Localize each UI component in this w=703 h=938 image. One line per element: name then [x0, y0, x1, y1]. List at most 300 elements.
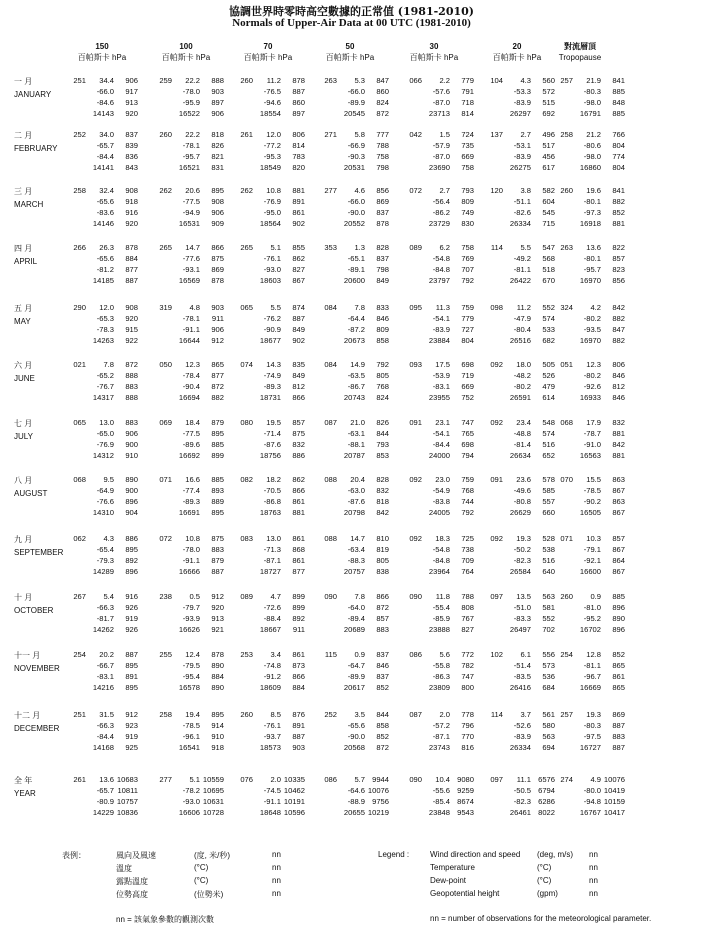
table-cell: 092 — [409, 534, 422, 543]
table-cell: 14289 — [92, 567, 114, 576]
table-cell: 860 — [376, 87, 389, 96]
table-cell: -95.2 — [583, 614, 601, 623]
table-cell: -81.1 — [583, 661, 601, 670]
table-cell: -90.3 — [347, 152, 365, 161]
table-cell: 14143 — [92, 109, 114, 118]
table-cell: 14312 — [92, 451, 114, 460]
table-cell: 516 — [542, 440, 555, 449]
table-cell: 692 — [542, 109, 555, 118]
table-cell: 852 — [612, 650, 625, 659]
table-cell: -80.9 — [96, 797, 114, 806]
table-cell: 16522 — [178, 109, 200, 118]
table-row — [0, 371, 703, 382]
table-cell: 836 — [125, 152, 138, 161]
table-cell: -85.4 — [432, 797, 450, 806]
table-cell: 774 — [612, 152, 625, 161]
table-cell: 557 — [542, 497, 555, 506]
table-cell: -80.3 — [583, 87, 601, 96]
table-row — [0, 393, 703, 404]
table-cell: 257 — [560, 76, 573, 85]
table-cell: 837 — [376, 650, 389, 659]
table-cell: 5.7 — [354, 775, 365, 784]
table-cell: -53.1 — [513, 141, 531, 150]
table-cell: 857 — [292, 418, 305, 427]
table-cell: 14168 — [92, 743, 114, 752]
table-cell: 853 — [376, 451, 389, 460]
table-cell: 888 — [125, 393, 138, 402]
table-cell: -70.5 — [263, 486, 281, 495]
table-cell: 16860 — [579, 163, 601, 172]
table-cell: 062 — [73, 534, 86, 543]
table-cell: 14.7 — [185, 243, 200, 252]
table-cell: 724 — [461, 130, 474, 139]
level-header — [62, 41, 142, 63]
table-cell: -86.2 — [432, 208, 450, 217]
table-cell: 536 — [542, 672, 555, 681]
table-cell: -80.2 — [583, 371, 601, 380]
table-cell: 22.2 — [185, 130, 200, 139]
table-cell: 563 — [542, 732, 555, 741]
level-value: 100 — [179, 42, 193, 51]
table-cell: 16791 — [579, 109, 601, 118]
table-cell: 518 — [542, 265, 555, 274]
table-row — [0, 661, 703, 672]
level-header — [146, 41, 226, 63]
level-unit: Tropopause — [558, 53, 602, 62]
table-cell: 861 — [292, 556, 305, 565]
table-cell: 260 — [560, 592, 573, 601]
month-name-english: AUGUST — [14, 489, 48, 498]
table-cell: 911 — [211, 314, 224, 323]
table-cell: 863 — [612, 497, 625, 506]
table-cell: 24005 — [428, 508, 450, 517]
table-cell: 908 — [125, 303, 138, 312]
table-cell: 920 — [211, 603, 224, 612]
table-cell: 738 — [461, 545, 474, 554]
table-cell: 867 — [612, 567, 625, 576]
table-cell: -84.8 — [432, 265, 450, 274]
table-cell: 882 — [612, 336, 625, 345]
table-cell: -82.3 — [513, 556, 531, 565]
month-name-english: DECEMBER — [14, 724, 60, 733]
table-cell: 881 — [612, 451, 625, 460]
table-cell: 879 — [211, 556, 224, 565]
table-cell: 877 — [211, 371, 224, 380]
table-cell: 12.3 — [586, 360, 601, 369]
table-cell: 878 — [292, 76, 305, 85]
table-cell: 20743 — [343, 393, 365, 402]
table-cell: 912 — [211, 592, 224, 601]
table-row — [0, 219, 703, 230]
table-cell: -82.6 — [513, 208, 531, 217]
table-cell: -81.7 — [96, 614, 114, 623]
table-cell: 911 — [292, 625, 305, 634]
table-cell: 866 — [376, 592, 389, 601]
table-cell: 572 — [542, 87, 555, 96]
table-cell: 3.5 — [354, 710, 365, 719]
table-cell: 872 — [376, 109, 389, 118]
table-row — [0, 786, 703, 797]
table-row — [0, 683, 703, 694]
table-cell: 896 — [612, 625, 625, 634]
table-cell: -81.1 — [513, 265, 531, 274]
table-cell: 869 — [376, 197, 389, 206]
table-cell: 18549 — [259, 163, 281, 172]
table-cell: 818 — [376, 497, 389, 506]
table-row — [0, 208, 703, 219]
table-cell: 10683 — [116, 775, 138, 784]
table-cell: 18554 — [259, 109, 281, 118]
table-cell: 20.4 — [350, 475, 365, 484]
table-cell: 547 — [542, 243, 555, 252]
table-cell: 4.8 — [189, 303, 200, 312]
table-cell: 263 — [560, 243, 573, 252]
table-row — [0, 497, 703, 508]
table-cell: 878 — [376, 219, 389, 228]
table-cell: -76.7 — [96, 382, 114, 391]
table-cell: 916 — [125, 592, 138, 601]
table-cell: 7.8 — [354, 303, 365, 312]
table-row — [0, 603, 703, 614]
table-row — [0, 614, 703, 625]
table-cell: -80.2 — [513, 382, 531, 391]
table-cell: 917 — [125, 87, 138, 96]
table-cell: -80.3 — [583, 721, 601, 730]
month-name-chinese: 六 月 — [14, 361, 33, 370]
table-cell: 051 — [560, 360, 573, 369]
table-cell: 568 — [542, 254, 555, 263]
table-cell: 7.8 — [103, 360, 114, 369]
table-cell: -48.8 — [513, 429, 531, 438]
table-cell: 578 — [542, 475, 555, 484]
table-cell: 095 — [409, 303, 422, 312]
table-cell: 20655 — [343, 808, 365, 817]
table-cell: 23797 — [428, 276, 450, 285]
table-cell: 881 — [612, 219, 625, 228]
table-cell: 869 — [612, 710, 625, 719]
table-cell: 19.5 — [266, 418, 281, 427]
table-cell: -83.8 — [432, 497, 450, 506]
table-row — [0, 141, 703, 152]
table-cell: 17.5 — [435, 360, 450, 369]
table-cell: 914 — [211, 721, 224, 730]
table-row — [0, 152, 703, 163]
table-cell: 872 — [211, 382, 224, 391]
table-cell: 809 — [376, 325, 389, 334]
table-cell: 793 — [376, 440, 389, 449]
table-cell: 14317 — [92, 393, 114, 402]
table-cell: 1.3 — [354, 243, 365, 252]
table-cell: 2.0 — [439, 710, 450, 719]
table-cell: 262 — [240, 186, 253, 195]
table-cell: -78.3 — [96, 325, 114, 334]
level-unit: 百帕斯卡 hPa — [77, 53, 127, 62]
table-cell: 097 — [490, 775, 503, 784]
table-cell: 19.4 — [185, 710, 200, 719]
table-cell: 887 — [211, 567, 224, 576]
table-cell: 16626 — [178, 625, 200, 634]
table-cell: 069 — [159, 418, 172, 427]
table-cell: 7.8 — [354, 592, 365, 601]
table-cell: 918 — [125, 197, 138, 206]
table-cell: 16600 — [579, 567, 601, 576]
table-cell: 798 — [376, 163, 389, 172]
table-cell: 16569 — [178, 276, 200, 285]
table-cell: 10159 — [603, 797, 625, 806]
table-cell: 777 — [376, 130, 389, 139]
table-cell: 068 — [73, 475, 86, 484]
table-cell: 14185 — [92, 276, 114, 285]
table-cell: -87.6 — [263, 440, 281, 449]
table-cell: 910 — [125, 451, 138, 460]
table-cell: 887 — [125, 276, 138, 285]
table-cell: 14216 — [92, 683, 114, 692]
table-cell: -92.1 — [583, 556, 601, 565]
table-cell: 16666 — [178, 567, 200, 576]
table-cell: 266 — [73, 243, 86, 252]
table-cell: 260 — [240, 76, 253, 85]
table-cell: 861 — [612, 672, 625, 681]
table-cell: 913 — [125, 98, 138, 107]
table-cell: -77.2 — [263, 141, 281, 150]
table-cell: 896 — [125, 567, 138, 576]
table-cell: 18564 — [259, 219, 281, 228]
table-cell: 26334 — [509, 219, 531, 228]
table-cell: 822 — [612, 243, 625, 252]
table-cell: 274 — [560, 775, 573, 784]
table-cell: 912 — [211, 336, 224, 345]
table-cell: 922 — [125, 336, 138, 345]
table-cell: -89.9 — [347, 98, 365, 107]
table-row — [0, 163, 703, 174]
table-cell: -65.1 — [347, 254, 365, 263]
table-cell: 26334 — [509, 743, 531, 752]
table-cell: 862 — [292, 254, 305, 263]
table-cell: -88.9 — [347, 797, 365, 806]
level-unit: 百帕斯卡 hPa — [409, 53, 459, 62]
table-cell: 889 — [211, 497, 224, 506]
table-cell: 835 — [292, 360, 305, 369]
table-cell: 9.5 — [103, 475, 114, 484]
table-row — [0, 360, 703, 371]
table-cell: 892 — [125, 556, 138, 565]
table-cell: 844 — [376, 710, 389, 719]
table-row — [0, 545, 703, 556]
table-cell: -52.6 — [513, 721, 531, 730]
table-cell: -54.9 — [432, 486, 450, 495]
table-cell: 899 — [211, 451, 224, 460]
level-header — [310, 41, 390, 63]
table-cell: 10419 — [603, 786, 625, 795]
table-cell: 810 — [376, 534, 389, 543]
table-cell: 10219 — [367, 808, 389, 817]
table-cell: 23964 — [428, 567, 450, 576]
table-cell: 319 — [159, 303, 172, 312]
table-cell: 533 — [542, 325, 555, 334]
table-cell: 16606 — [178, 808, 200, 817]
table-cell: 251 — [73, 76, 86, 85]
month-name-english: NOVEMBER — [14, 664, 60, 673]
table-row — [0, 808, 703, 819]
table-cell: -50.2 — [513, 545, 531, 554]
table-cell: -72.6 — [263, 603, 281, 612]
table-cell: 640 — [542, 567, 555, 576]
table-cell: 26516 — [509, 336, 531, 345]
table-cell: 864 — [612, 556, 625, 565]
table-cell: 830 — [461, 219, 474, 228]
table-cell: 818 — [211, 130, 224, 139]
table-cell: 34.4 — [99, 76, 114, 85]
table-cell: 26591 — [509, 393, 531, 402]
table-cell: -83.9 — [513, 732, 531, 741]
table-cell: 16767 — [579, 808, 601, 817]
table-cell: -65.2 — [96, 371, 114, 380]
table-cell: 866 — [211, 243, 224, 252]
table-cell: 909 — [211, 219, 224, 228]
table-cell: 13.6 — [99, 775, 114, 784]
table-cell: 092 — [409, 475, 422, 484]
table-cell: -93.0 — [182, 797, 200, 806]
table-cell: 759 — [461, 303, 474, 312]
table-cell: 10462 — [283, 786, 305, 795]
table-cell: 887 — [292, 314, 305, 323]
table-cell: 883 — [376, 625, 389, 634]
table-cell: 804 — [612, 163, 625, 172]
table-cell: -95.0 — [263, 208, 281, 217]
table-cell: -66.3 — [96, 603, 114, 612]
table-cell: 891 — [125, 672, 138, 681]
table-cell: 885 — [211, 440, 224, 449]
table-cell: -95.7 — [583, 265, 601, 274]
table-cell: 827 — [292, 265, 305, 274]
table-cell: 827 — [461, 625, 474, 634]
table-cell: 098 — [490, 303, 503, 312]
legend-item-nn: nn — [589, 889, 598, 898]
table-cell: -79.3 — [96, 556, 114, 565]
table-cell: 895 — [125, 683, 138, 692]
table-cell: 846 — [376, 314, 389, 323]
table-cell: -64.4 — [347, 314, 365, 323]
table-cell: 779 — [461, 314, 474, 323]
table-cell: 11.2 — [516, 303, 531, 312]
table-cell: 900 — [125, 486, 138, 495]
table-cell: 18603 — [259, 276, 281, 285]
table-cell: 806 — [612, 360, 625, 369]
table-cell: -78.7 — [583, 429, 601, 438]
table-cell: 042 — [409, 130, 422, 139]
table-cell: 838 — [376, 567, 389, 576]
table-cell: 812 — [292, 382, 305, 391]
table-cell: -96.7 — [583, 672, 601, 681]
table-cell: 20.6 — [185, 186, 200, 195]
table-cell: -65.7 — [96, 141, 114, 150]
table-cell: 747 — [461, 418, 474, 427]
table-cell: -76.1 — [263, 254, 281, 263]
table-cell: -54.8 — [432, 254, 450, 263]
table-cell: -51.4 — [513, 661, 531, 670]
table-cell: -54.1 — [432, 429, 450, 438]
table-cell: 895 — [125, 661, 138, 670]
table-cell: 715 — [542, 219, 555, 228]
table-cell: 6.1 — [520, 650, 531, 659]
table-cell: 23729 — [428, 219, 450, 228]
table-cell: 895 — [211, 186, 224, 195]
table-cell: 11.3 — [435, 303, 450, 312]
table-cell: 900 — [125, 440, 138, 449]
table-cell: -79.1 — [583, 545, 601, 554]
table-cell: -47.9 — [513, 314, 531, 323]
legend-item-unit: (度, 米/秒) — [194, 851, 230, 860]
table-cell: 698 — [461, 440, 474, 449]
table-cell: 23743 — [428, 743, 450, 752]
table-cell: 253 — [240, 650, 253, 659]
legend-item-unit: (°C) — [537, 876, 552, 885]
table-cell: 890 — [125, 475, 138, 484]
table-cell: 849 — [292, 325, 305, 334]
table-cell: -84.6 — [96, 98, 114, 107]
table-cell: 585 — [542, 486, 555, 495]
table-cell: 10.8 — [266, 186, 281, 195]
table-cell: 26497 — [509, 625, 531, 634]
table-cell: 718 — [461, 98, 474, 107]
table-cell: -49.2 — [513, 254, 531, 263]
legend-item-unit: (°C) — [537, 863, 552, 872]
table-cell: -90.4 — [182, 382, 200, 391]
table-cell: 874 — [292, 303, 305, 312]
table-cell: -95.3 — [263, 152, 281, 161]
table-cell: -82.3 — [513, 797, 531, 806]
table-cell: 788 — [461, 592, 474, 601]
table-row — [0, 556, 703, 567]
table-cell: -89.4 — [347, 614, 365, 623]
table-cell: 20673 — [343, 336, 365, 345]
table-cell: -83.9 — [513, 98, 531, 107]
table-row — [0, 130, 703, 141]
table-cell: -98.0 — [583, 98, 601, 107]
table-cell: 076 — [240, 775, 253, 784]
table-cell: -54.8 — [432, 545, 450, 554]
table-cell: -94.6 — [263, 98, 281, 107]
table-cell: 18.4 — [185, 418, 200, 427]
table-cell: 861 — [292, 208, 305, 217]
table-cell: -63.1 — [347, 429, 365, 438]
table-row — [0, 265, 703, 276]
table-cell: -79.5 — [182, 661, 200, 670]
table-cell: 778 — [461, 710, 474, 719]
table-cell: -95.4 — [182, 672, 200, 681]
table-cell: 580 — [542, 721, 555, 730]
table-cell: 290 — [73, 303, 86, 312]
legend-item-name: 露點溫度 — [116, 877, 148, 886]
table-cell: 768 — [461, 486, 474, 495]
table-cell: 897 — [292, 109, 305, 118]
table-cell: 9756 — [372, 797, 389, 806]
table-cell: 877 — [125, 265, 138, 274]
table-cell: -55.4 — [432, 603, 450, 612]
table-cell: 885 — [211, 475, 224, 484]
table-cell: 26461 — [509, 808, 531, 817]
table-cell: 902 — [292, 336, 305, 345]
table-cell: 23955 — [428, 393, 450, 402]
table-cell: 072 — [159, 534, 172, 543]
table-cell: 882 — [612, 314, 625, 323]
table-cell: 883 — [125, 418, 138, 427]
table-cell: 071 — [560, 534, 573, 543]
table-row — [0, 254, 703, 265]
table-cell: 261 — [73, 775, 86, 784]
table-cell: 844 — [376, 429, 389, 438]
table-cell: 744 — [461, 497, 474, 506]
